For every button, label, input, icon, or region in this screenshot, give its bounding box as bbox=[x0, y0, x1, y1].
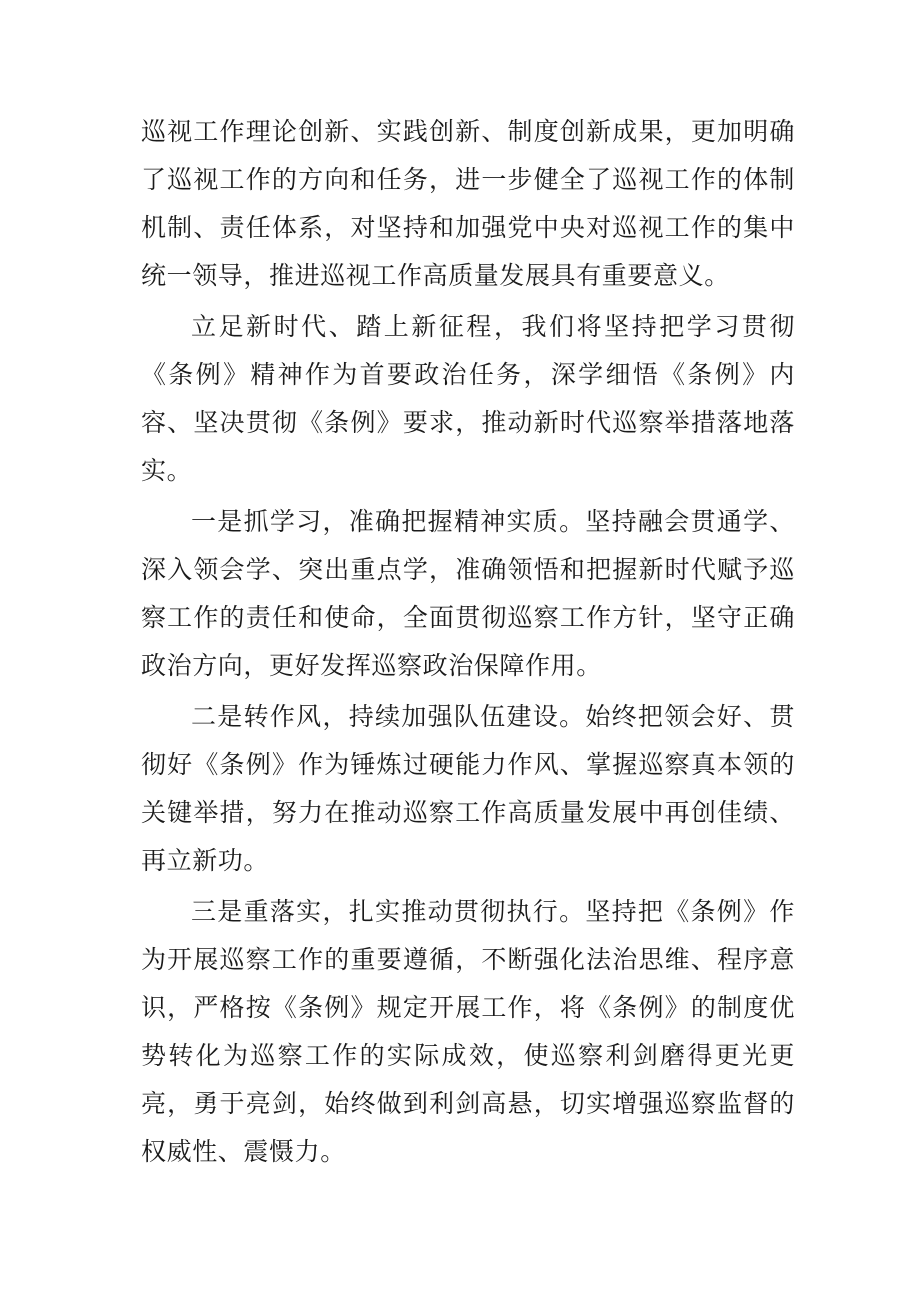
paragraph-implementation: 三是重落实，扎实推动贯彻执行。坚持把《条例》作为开展巡察工作的重要遵循，不断强化法治思维、程序意识，严格按《条例》规定开展工作，将《条例》的制度优势转化为巡察工作的实际成效，使巡察利剑磨得更光更亮，勇于亮剑，始终做到利剑高悬，切实增强巡察监督的权威性、震慑力。 bbox=[141, 897, 795, 1166]
paragraph-study: 一是抓学习，准确把握精神实质。坚持融会贯通学、深入领会学、突出重点学，准确领悟和把握新时代赋予巡察工作的责任和使命，全面贯彻巡察工作方针，坚守正确政治方向，更好发挥巡察政治保障作用。 bbox=[141, 507, 795, 680]
paragraph-work-style: 二是转作风，持续加强队伍建设。始终把领会好、贯彻好《条例》作为锤炼过硬能力作风、掌握巡察真本领的关键举措，努力在推动巡察工作高质量发展中再创佳绩、再立新功。 bbox=[141, 702, 795, 875]
paragraph-continuation: 巡视工作理论创新、实践创新、制度创新成果，更加明确了巡视工作的方向和任务，进一步健全了巡视工作的体制机制、责任体系，对坚持和加强党中央对巡视工作的集中统一领导，推进巡视工作高质量发展具有重要意义。 bbox=[141, 117, 795, 290]
document-body bbox=[141, 108, 795, 1179]
paragraph-new-era: 立足新时代、踏上新征程，我们将坚持把学习贯彻《条例》精神作为首要政治任务，深学细悟《条例》内容、坚决贯彻《条例》要求，推动新时代巡察举措落地落实。 bbox=[141, 312, 795, 485]
